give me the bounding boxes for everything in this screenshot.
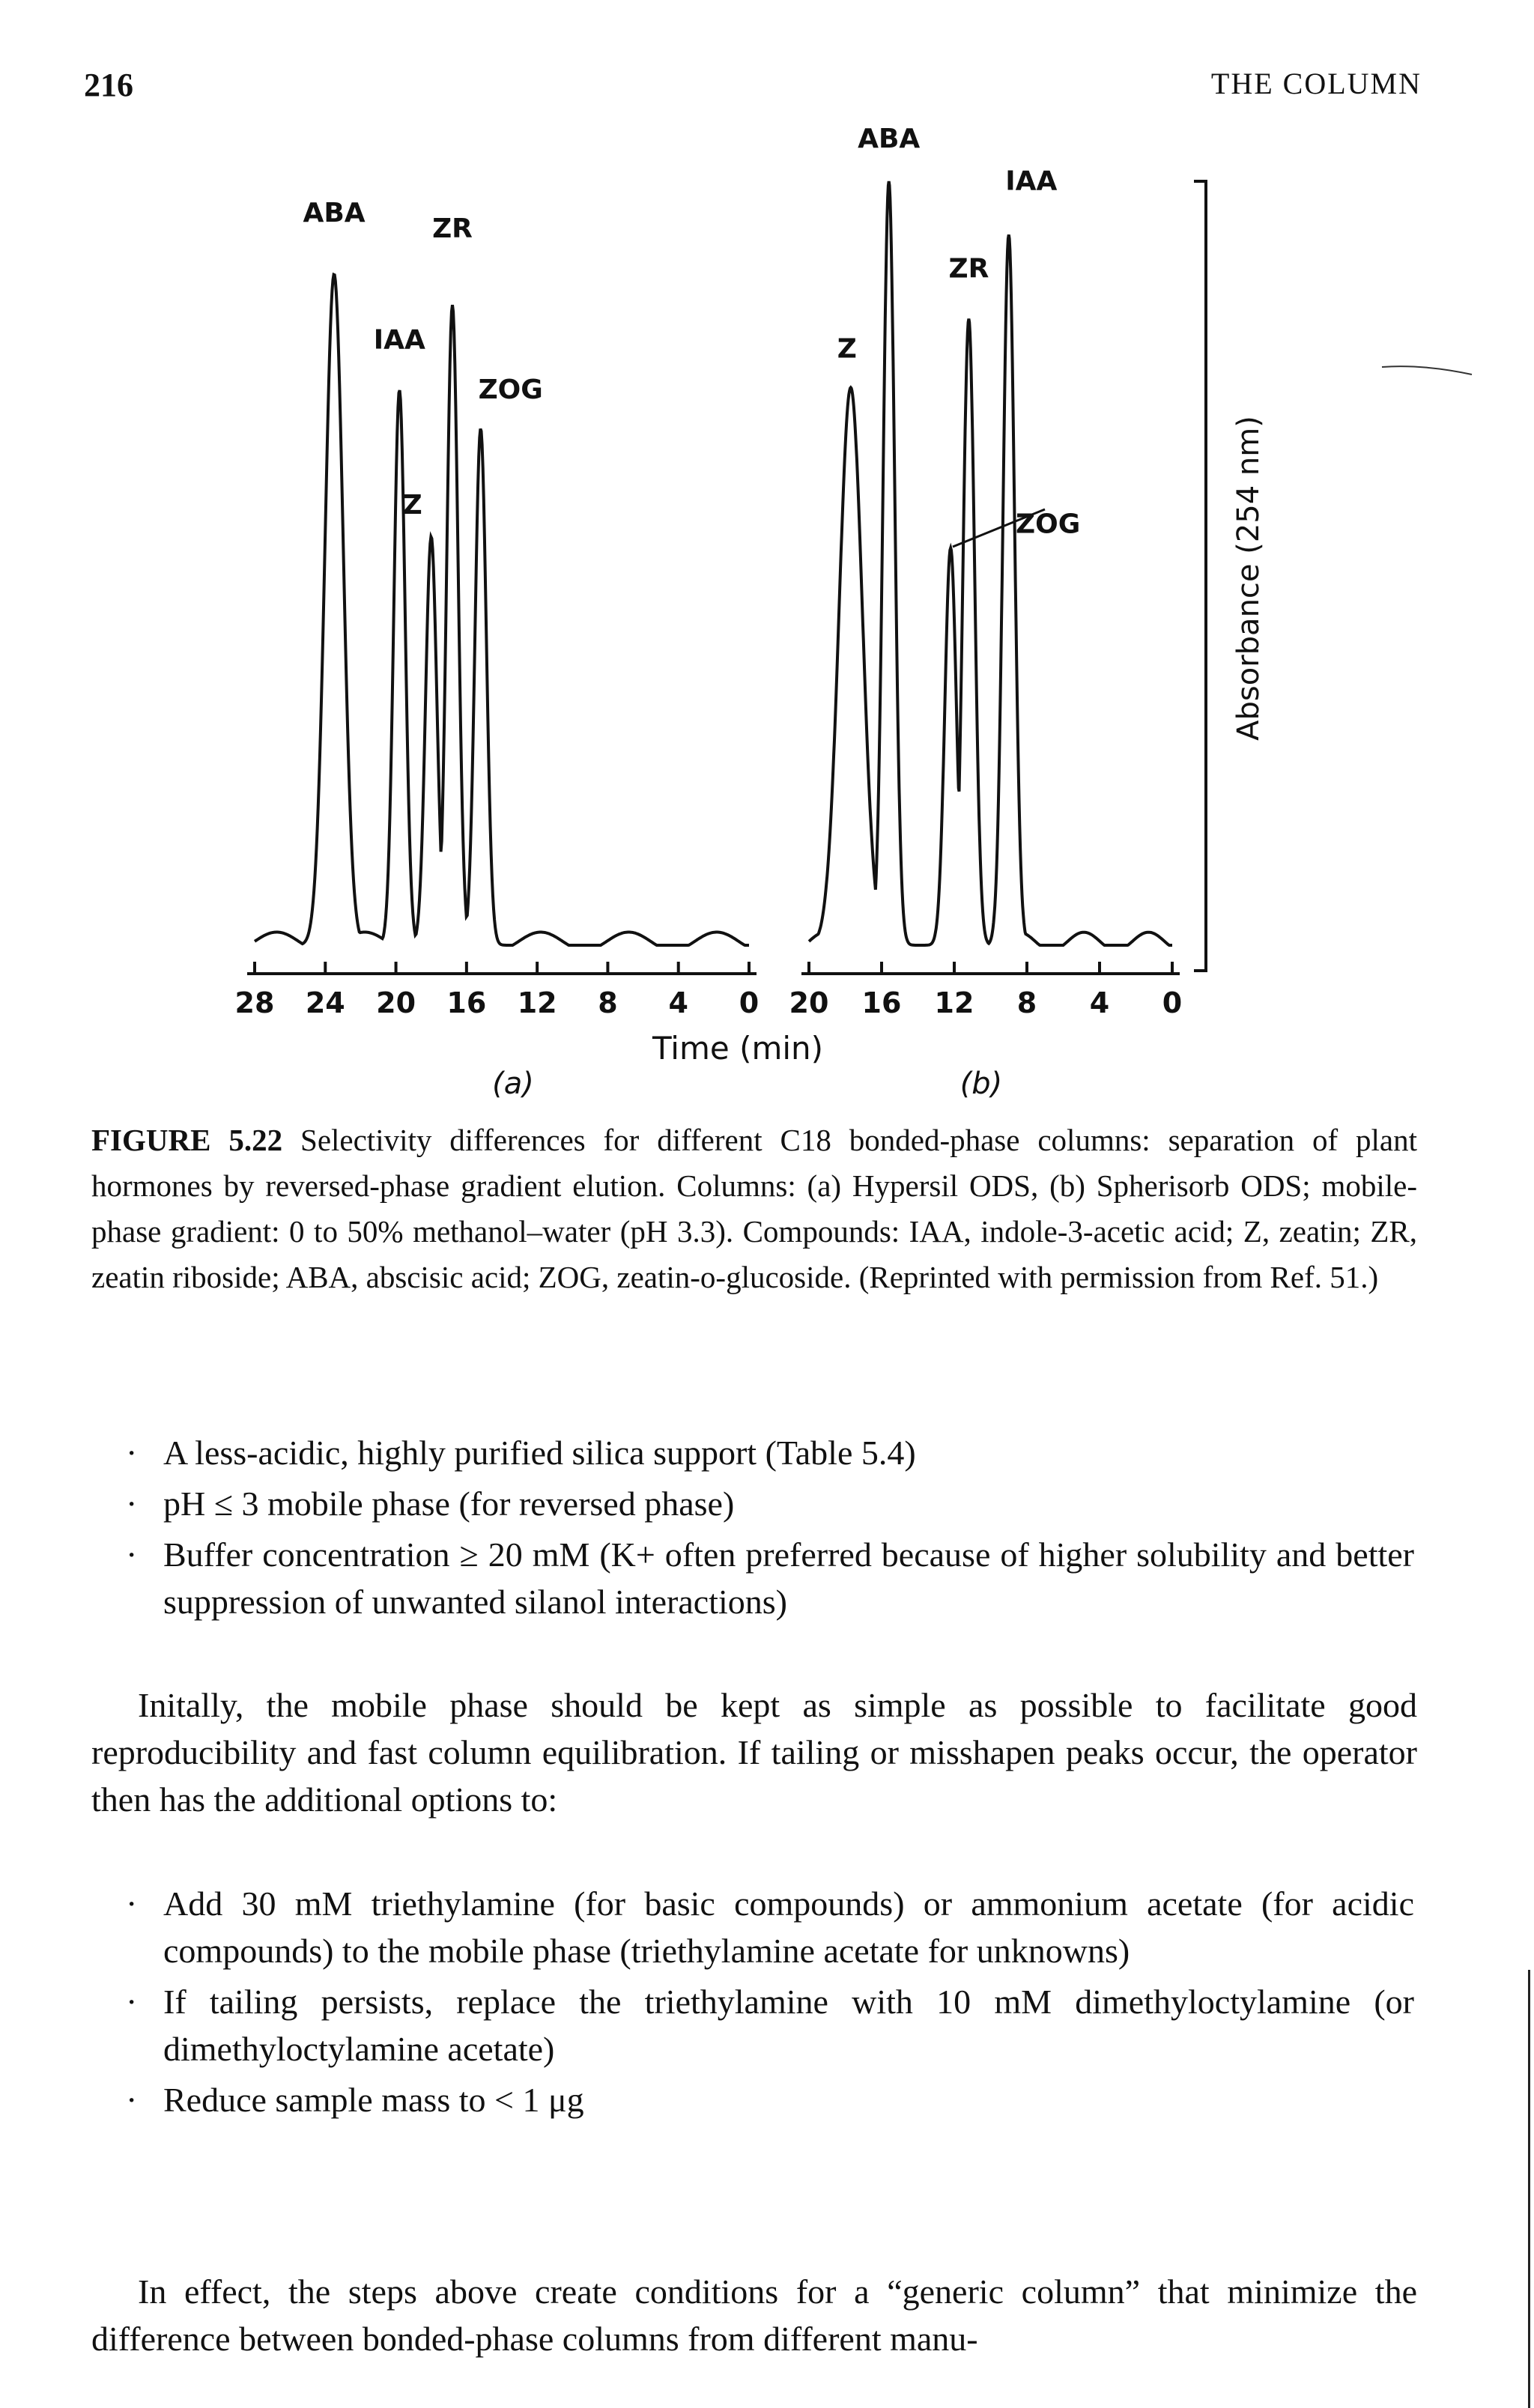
list-item bbox=[126, 1978, 1414, 2072]
page-number: 216 bbox=[84, 67, 133, 103]
peak-label-z: Z bbox=[837, 333, 857, 365]
list-item bbox=[126, 1480, 1414, 1527]
chromatogram-b bbox=[789, 124, 1183, 1019]
list-item bbox=[126, 2076, 1414, 2123]
list-item-text: Add 30 mM triethylamine (for basic compounds) or ammonium acetate (for acidic compounds) to the mobile phase (triethylamine acetate for unknowns) bbox=[163, 1884, 1414, 1970]
peak-label-zr: ZR bbox=[948, 253, 989, 285]
subtitle-a: (a) bbox=[492, 1067, 534, 1101]
bullet-icon: · bbox=[126, 1983, 138, 2021]
x-tick-label: 24 bbox=[305, 986, 345, 1019]
x-tick-label: 4 bbox=[668, 986, 688, 1019]
bullet-list-recommendations bbox=[126, 1429, 1414, 1629]
bullet-list-options bbox=[126, 1880, 1414, 2127]
peak-label-zog: ZOG bbox=[1016, 509, 1081, 540]
x-tick-label: 20 bbox=[376, 986, 416, 1019]
list-item-text: If tailing persists, replace the triethylamine with 10 mM dimethyloctylamine (or dimethyloctylamine acetate) bbox=[163, 1983, 1414, 2068]
paragraph-options: Initally, the mobile phase should be kept as simple as possible to facilitate good reproducibility and fast column equilibration. If tailing or misshapen peaks occur, the operator then has the additional options to: bbox=[91, 1686, 1417, 1819]
paragraph-generic-column: In effect, the steps above create conditions for a “generic column” that minimize the difference between bonded-phase columns from different manu- bbox=[91, 2272, 1417, 2358]
x-axis-label: Time (min) bbox=[652, 1030, 824, 1067]
chromatogram-figure bbox=[0, 0, 1534, 1101]
chromatogram-a bbox=[235, 198, 760, 1019]
y-axis-label: Absorbance (254 nm) bbox=[1231, 416, 1266, 741]
x-tick-label: 8 bbox=[598, 986, 618, 1019]
list-item bbox=[126, 1429, 1414, 1476]
x-tick-label: 20 bbox=[789, 986, 829, 1019]
absorbance-scale-bar bbox=[1194, 181, 1206, 971]
peak-label-aba: ABA bbox=[303, 197, 366, 228]
chromatogram-trace bbox=[809, 181, 1172, 945]
x-tick-label: 28 bbox=[234, 986, 275, 1019]
x-tick-label: 8 bbox=[1016, 986, 1037, 1019]
list-item-text: A less-acidic, highly purified silica support (Table 5.4) bbox=[163, 1434, 916, 1472]
peak-label-iaa: IAA bbox=[1005, 166, 1058, 197]
figure-label: FIGURE 5.22 bbox=[91, 1123, 283, 1157]
x-tick-label: 16 bbox=[861, 986, 902, 1019]
x-tick-label: 0 bbox=[739, 986, 760, 1019]
peak-label-z: Z bbox=[402, 490, 422, 521]
x-tick-label: 0 bbox=[1162, 986, 1183, 1019]
bullet-icon: · bbox=[126, 1535, 138, 1574]
running-head: THE COLUMN bbox=[1210, 67, 1422, 100]
list-item-text: Buffer concentration ≥ 20 mM (K+ often preferred because of higher solubility and better suppression of unwanted silanol interactions) bbox=[163, 1535, 1414, 1621]
list-item-text: Reduce sample mass to < 1 μg bbox=[163, 2081, 584, 2119]
list-item bbox=[126, 1531, 1414, 1625]
bullet-icon: · bbox=[126, 1484, 138, 1523]
margin-stroke bbox=[1382, 366, 1472, 374]
bullet-icon: · bbox=[126, 1884, 138, 1923]
figure-caption bbox=[91, 1117, 1417, 1300]
bullet-icon: · bbox=[126, 1434, 138, 1472]
list-item-text: pH ≤ 3 mobile phase (for reversed phase) bbox=[163, 1484, 735, 1523]
subtitle-b: (b) bbox=[959, 1067, 1003, 1101]
x-tick-label: 4 bbox=[1089, 986, 1110, 1019]
caption-text: Selectivity differences for different C18 bonded-phase columns: separation of plant hormones by reversed-phase gradient elution. Columns: (a) Hypersil ODS, (b) Spherisorb ODS; mobile-phase gradient: 0 to 50% methanol–water (pH 3.3). Compounds: IAA, indole-3-acetic acid; Z, zeatin; ZR, zeatin riboside; ABA, abscisic acid; ZOG, zeatin-o-glucoside. (Reprinted with permission from Ref. 51.) bbox=[91, 1123, 1417, 1294]
peak-label-zr: ZR bbox=[432, 213, 473, 245]
peak-label-iaa: IAA bbox=[373, 324, 425, 356]
x-tick-label: 12 bbox=[517, 986, 557, 1019]
x-tick-label: 16 bbox=[446, 986, 487, 1019]
margin-rule bbox=[1528, 1970, 1530, 2408]
peak-label-zog: ZOG bbox=[478, 374, 543, 405]
peak-label-aba: ABA bbox=[858, 124, 921, 154]
bullet-icon: · bbox=[126, 2081, 138, 2119]
list-item bbox=[126, 1880, 1414, 1974]
x-tick-label: 12 bbox=[934, 986, 974, 1019]
